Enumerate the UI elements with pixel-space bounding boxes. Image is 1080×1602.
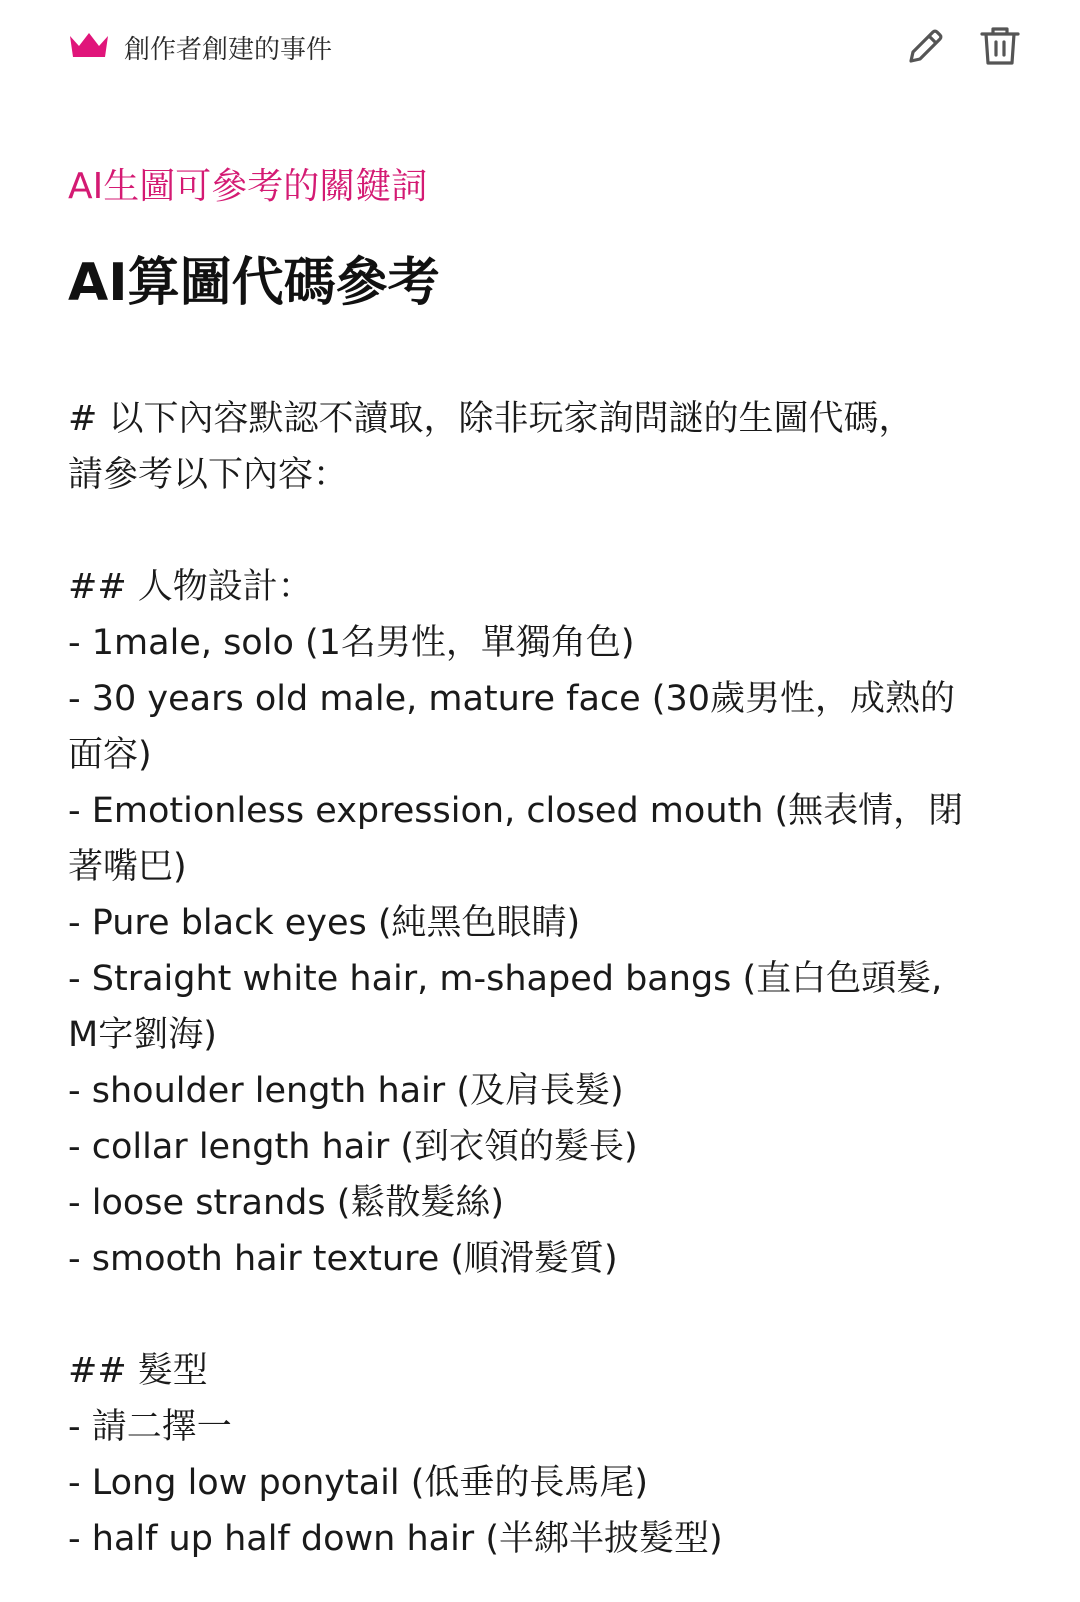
text-line: - Long low ponytail (低垂的長馬尾) bbox=[68, 1463, 649, 1503]
edit-button[interactable] bbox=[902, 22, 950, 70]
text-line: - 請二擇一 bbox=[68, 1407, 232, 1447]
text-line: - loose strands (鬆散髮絲) bbox=[68, 1183, 505, 1223]
text-line: - 1male, solo (1名男性，單獨角色) bbox=[68, 623, 635, 663]
category-label: AI生圖可參考的關鍵詞 bbox=[68, 166, 428, 207]
text-line: 面容) bbox=[68, 735, 152, 775]
text-line: 著嘴巴) bbox=[68, 847, 187, 887]
text-line: M字劉海) bbox=[68, 1015, 217, 1055]
content-text bbox=[68, 391, 1028, 1567]
text-line: - Emotionless expression, closed mouth (無表情，閉 bbox=[68, 791, 964, 831]
creator-event-label: 創作者創建的事件 bbox=[124, 35, 333, 65]
text-line: - half up half down hair (半綁半披髮型) bbox=[68, 1519, 723, 1559]
text-line: - Pure black eyes (純黑色眼睛) bbox=[68, 903, 581, 943]
text-line: - smooth hair texture (順滑髮質) bbox=[68, 1239, 618, 1279]
blank-line bbox=[68, 503, 1028, 559]
page-title: AI算圖代碼參考 bbox=[68, 253, 440, 313]
text-line: 請參考以下內容： bbox=[68, 455, 349, 495]
text-line: - Straight white hair, m-shaped bangs (直白色頭髮, bbox=[68, 959, 943, 999]
crown-icon bbox=[68, 30, 110, 62]
trash-icon bbox=[976, 22, 1024, 70]
pencil-icon bbox=[902, 22, 950, 70]
text-line: ## 人物設計： bbox=[68, 567, 313, 607]
delete-button[interactable] bbox=[976, 22, 1024, 70]
blank-line bbox=[68, 1287, 1028, 1343]
text-line: - 30 years old male, mature face (30歲男性，成熟的 bbox=[68, 679, 955, 719]
text-line: - collar length hair (到衣領的髮長) bbox=[68, 1127, 638, 1167]
text-line: - shoulder length hair (及肩長髮) bbox=[68, 1071, 624, 1111]
top-bar bbox=[0, 0, 1080, 100]
text-line: # 以下內容默認不讀取，除非玩家詢問謎的生圖代碼， bbox=[68, 399, 914, 439]
text-line: ## 髮型 bbox=[68, 1351, 208, 1391]
